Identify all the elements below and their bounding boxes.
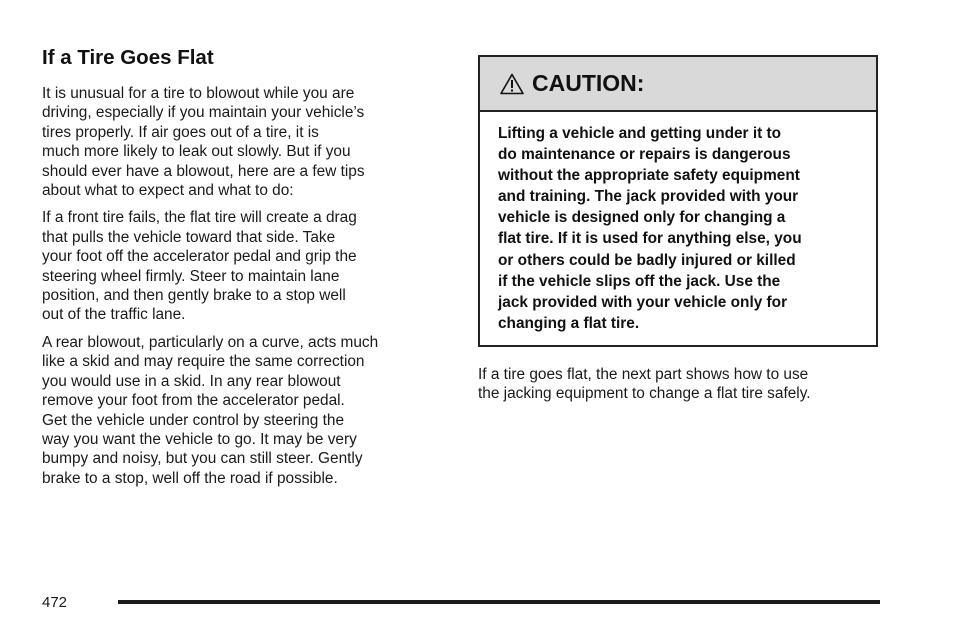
paragraph-rear-blowout: A rear blowout, particularly on a curve, acts much like a skid and may require the same correction you would use in a skid. In any rear blowout remove your foot from the accelerator pedal. Get the vehicle under control by steering the way you want the vehicle to go. It may be very bumpy and noisy, but you can still steer. Gently brake to a stop, well off the road if possible. [42,333,379,487]
left-column [42,46,442,496]
caution-body: Lifting a vehicle and getting under it to do maintenance or repairs is dangerous without the appropriate safety equipment and training. The jack provided with your vehicle is designed only for changing a flat tire. If it is used for anything else, you or others could be badly injured or killed if the vehicle slips off the jack. Use the jack provided with your vehicle only for changing a flat tire. [498,125,802,332]
warning-triangle-icon [500,73,524,95]
caution-title: CAUTION: [532,70,645,96]
after-caution-paragraph: If a tire goes flat, the next part shows how to use the jacking equipment to change a flat tire safely. [478,366,811,403]
section-title: If a Tire Goes Flat [42,46,214,69]
caution-header [480,57,876,112]
caution-box [478,55,878,347]
paragraph-front-tire: If a front tire fails, the flat tire will create a drag that pulls the vehicle toward that side. Take your foot off the accelerator pedal and grip the steering wheel firmly. Steer to maintain lane position, and then gently brake to a stop well out of the traffic lane. [42,209,357,324]
paragraph-intro: It is unusual for a tire to blowout while you are driving, especially if you maintain your vehicle’s tires properly. If air goes out of a tire, it is much more likely to leak out slowly. But if you should ever have a blowout, here are a few tips about what to expect and what to do: [42,85,365,200]
page-number: 472 [42,594,68,611]
footer-rule [118,600,880,604]
